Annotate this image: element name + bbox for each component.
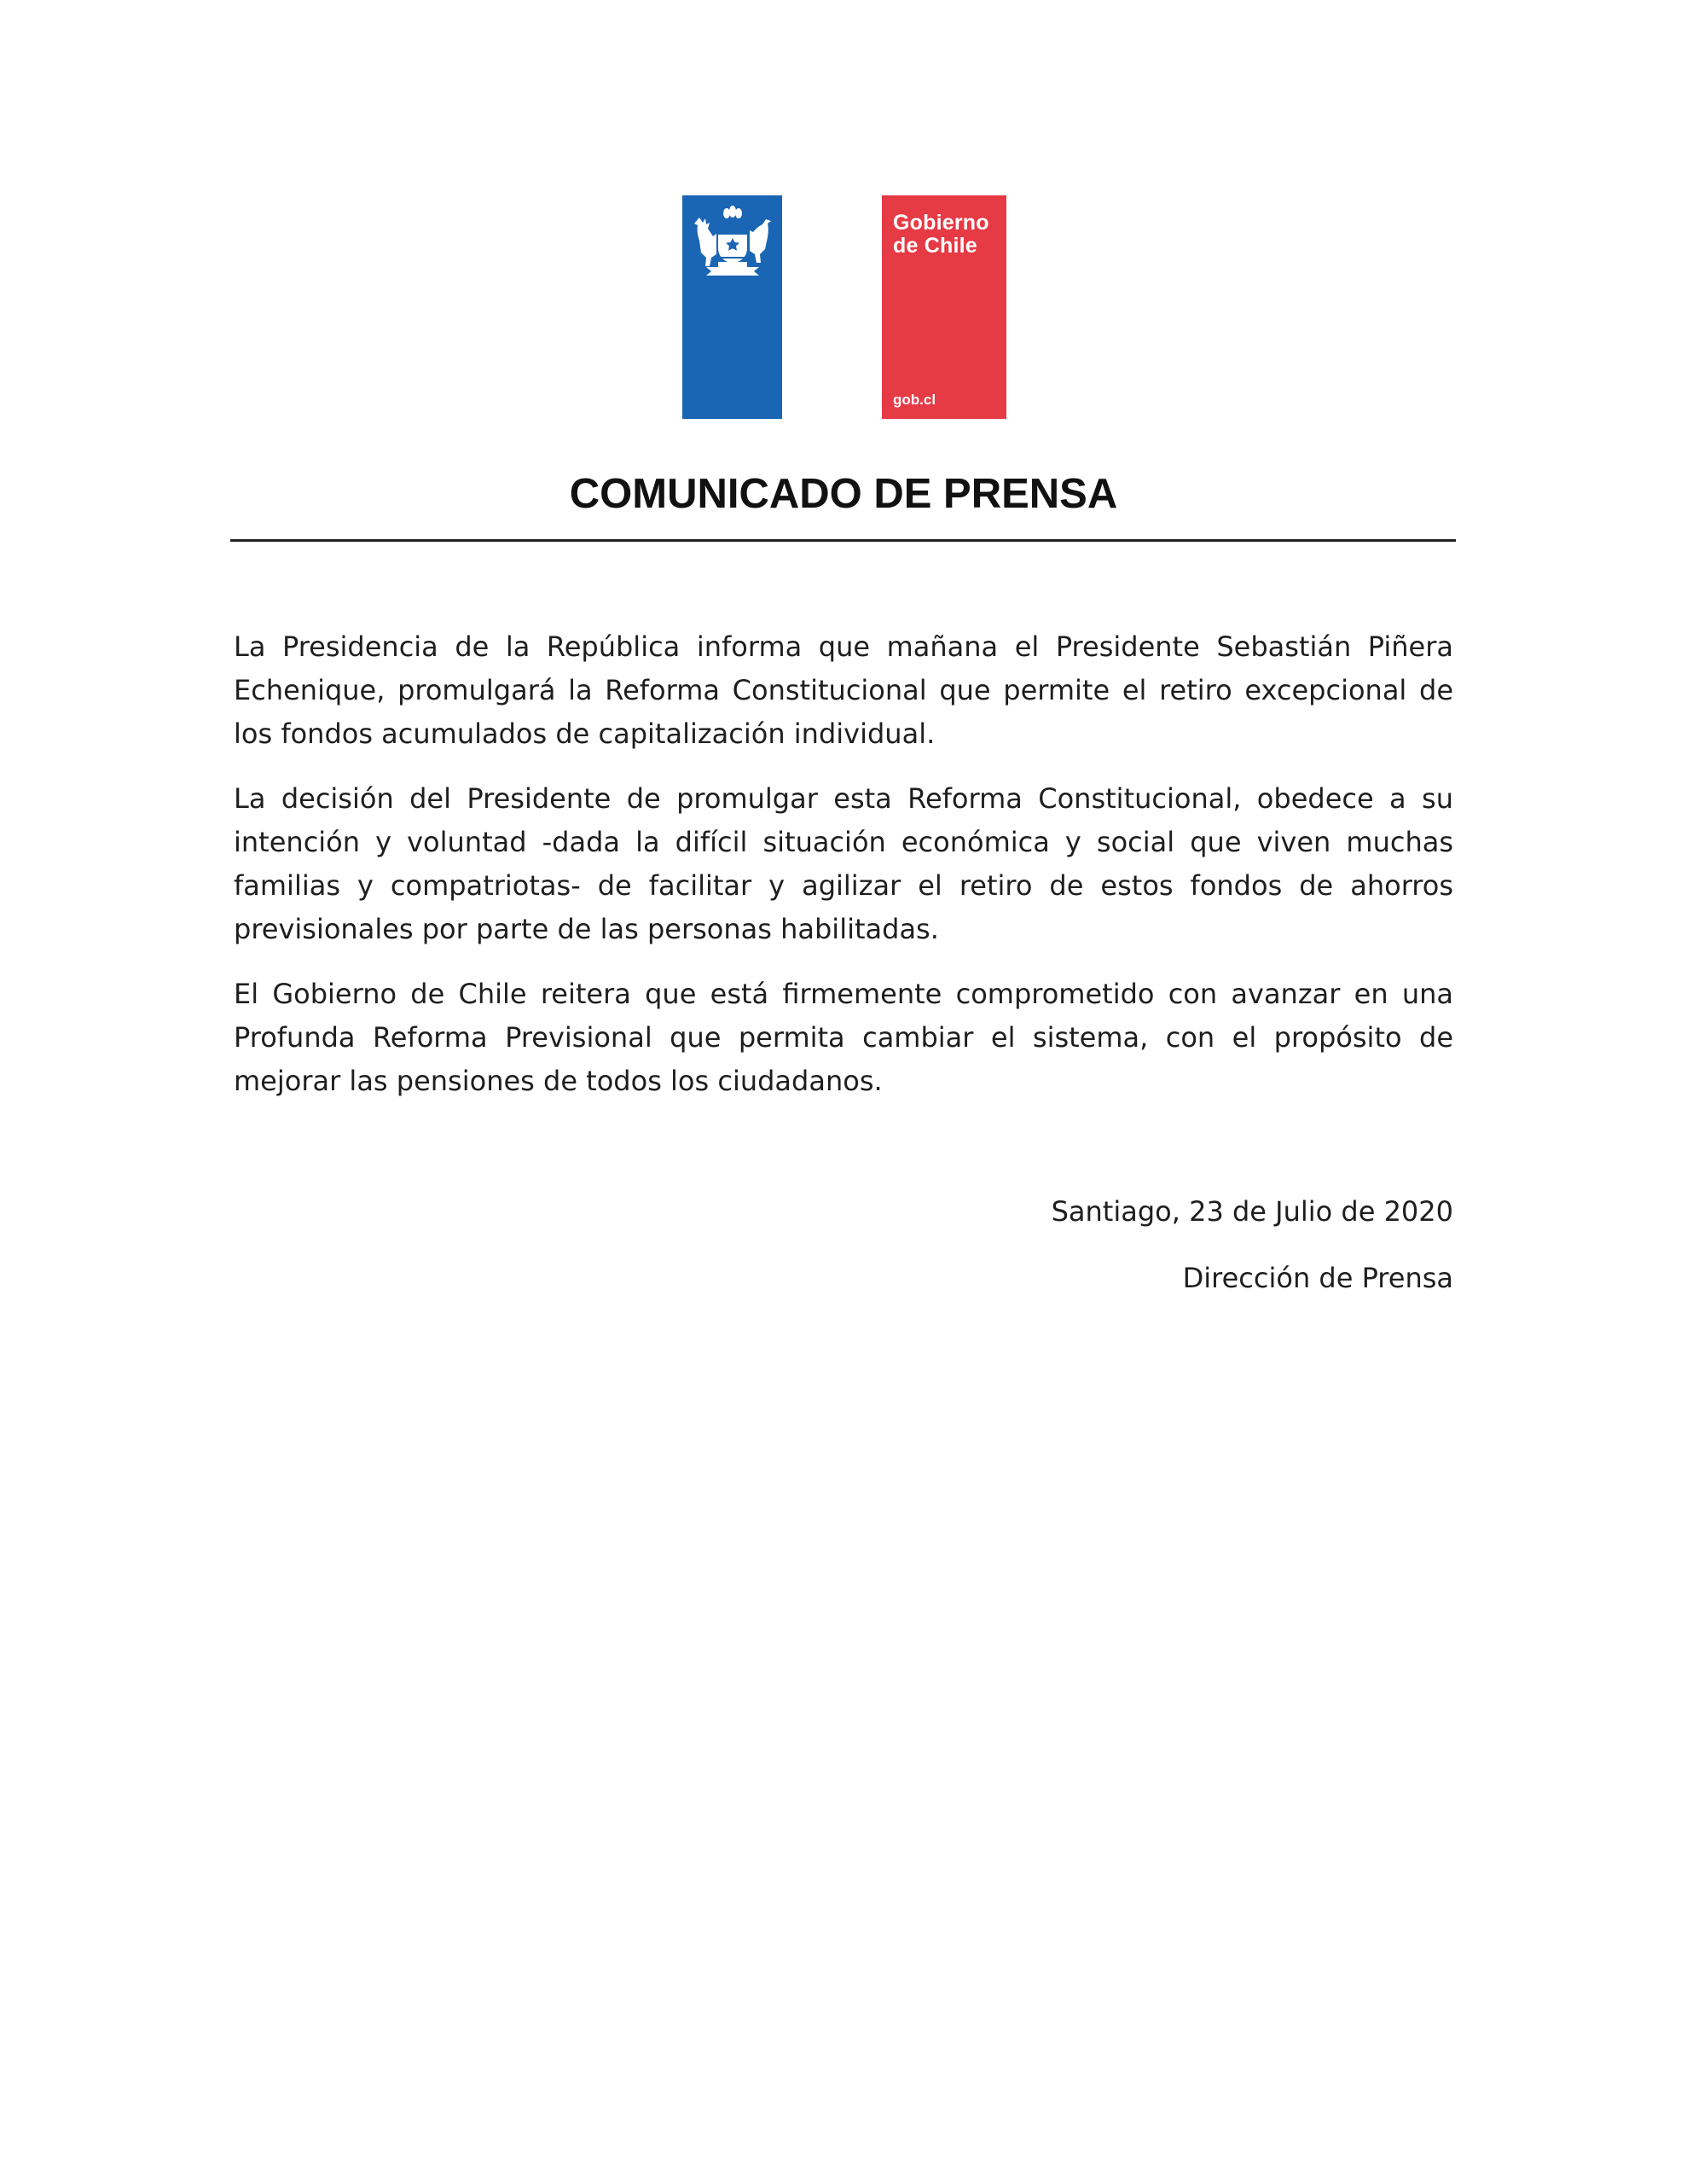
paragraph-1: La Presidencia de la República informa que mañana el Presidente Sebastián Piñera Echenique, promulgará la Reforma Constitucional que permite el retiro excepcional de los fondos acumulados de capitalización individual.: [234, 630, 1453, 750]
logo-brand-line1: Gobierno: [893, 211, 989, 235]
logo-brand-text: [893, 212, 1004, 258]
paragraph-2: La decisión del Presidente de promulgar esta Reforma Constitucional, obedece a su intención y voluntad -dada la difícil situación económica y social que viven muchas familias y compatriotas- de facilitar y agilizar el retiro de estos fondos de ahorros previsionales por parte de las personas habilitadas.: [234, 782, 1453, 945]
signature: Dirección de Prensa: [1182, 1262, 1453, 1294]
chile-coat-of-arms-icon: [693, 206, 773, 282]
page-title: COMUNICADO DE PRENSA: [569, 471, 1118, 517]
place-date: Santiago, 23 de Julio de 2020: [1051, 1195, 1453, 1228]
press-release-body: [234, 625, 1453, 1124]
gobierno-de-chile-logo: [682, 195, 1006, 419]
logo-url: gob.cl: [893, 392, 936, 408]
paragraph-3: El Gobierno de Chile reitera que está firmemente comprometido con avanzar en una Profunda Reforma Previsional que permita cambiar el sistema, con el propósito de mejorar las pensiones de todos los ciudadanos.: [234, 978, 1453, 1097]
logo-blue-panel: [682, 195, 782, 419]
closing-block: [1052, 1190, 1453, 1323]
title-divider: [230, 539, 1456, 542]
logo-brand-line2: de Chile: [893, 234, 977, 258]
logo-red-panel: [882, 195, 1006, 419]
